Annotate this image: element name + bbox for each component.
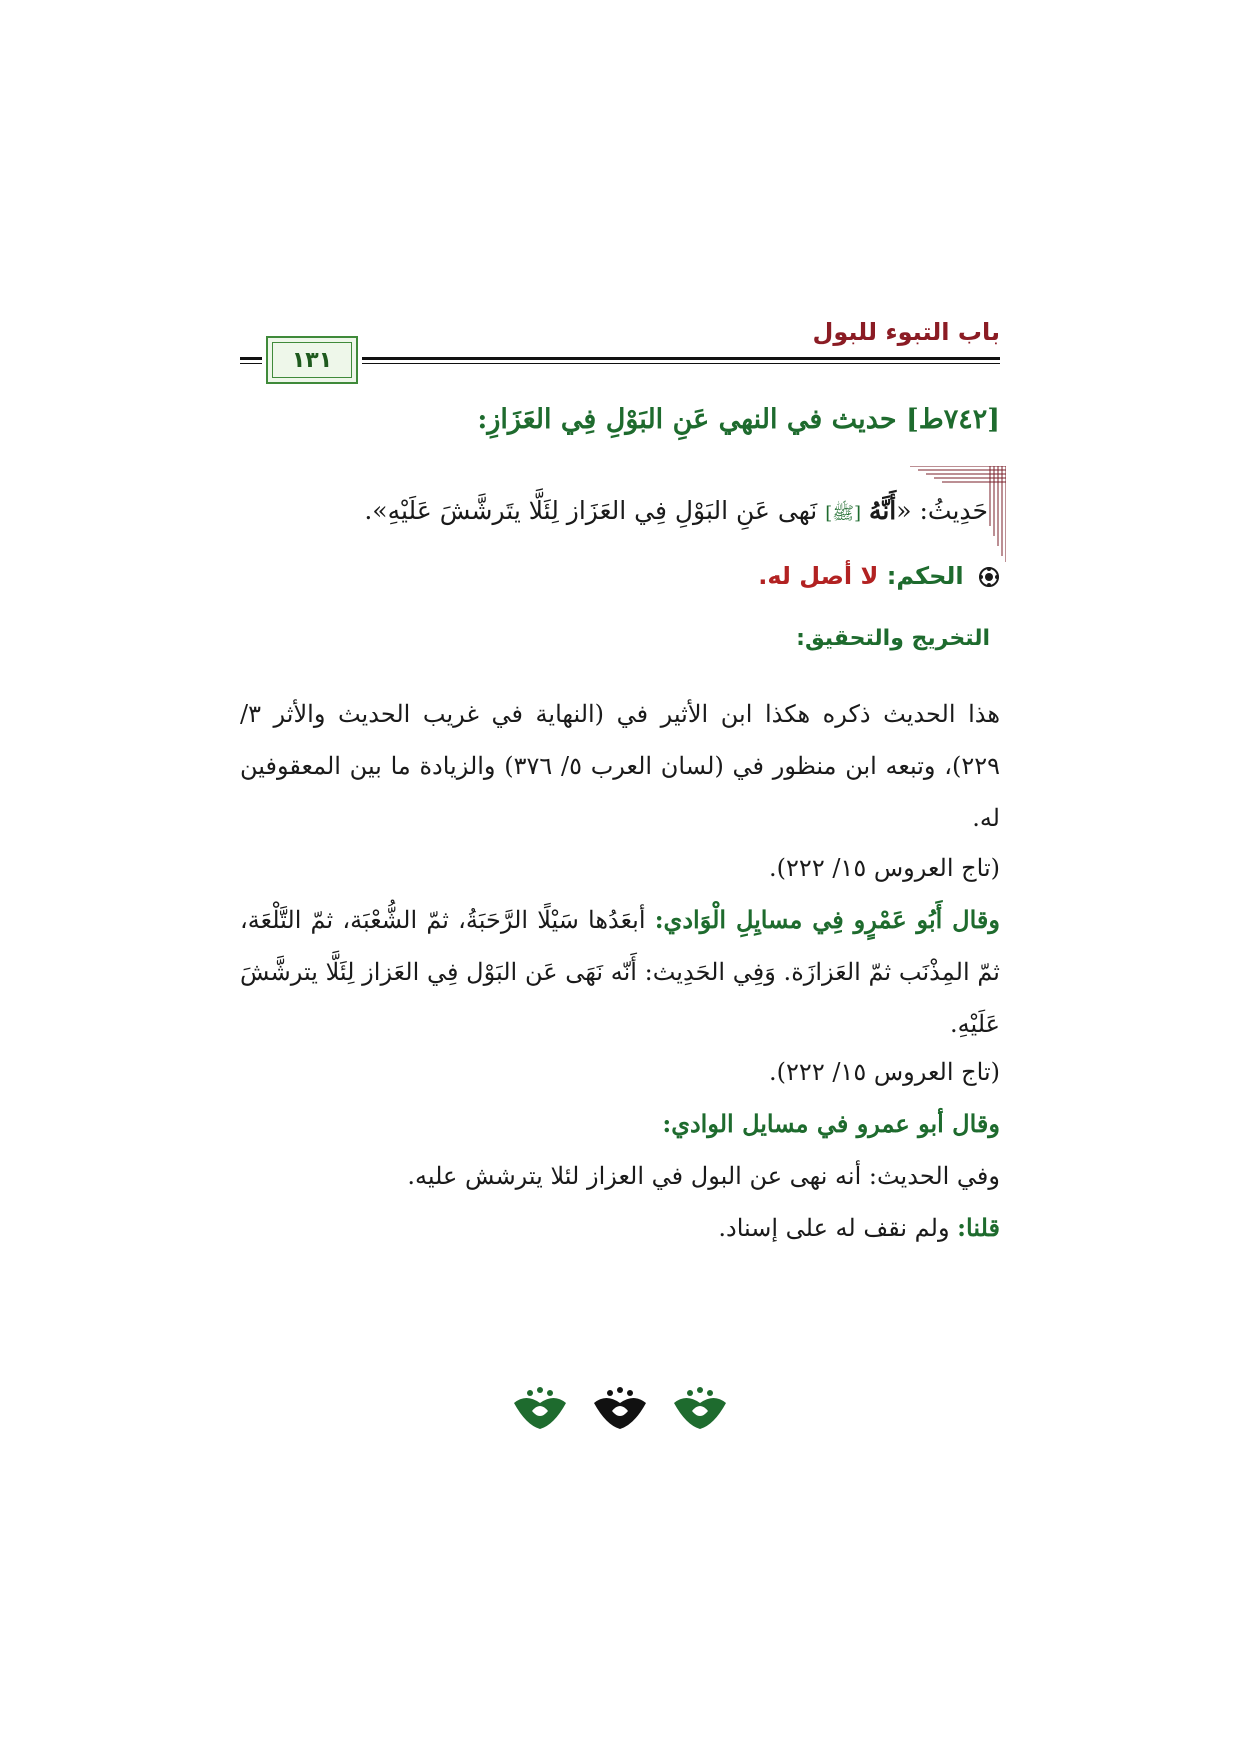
header-rule-thin [362, 363, 1000, 364]
paragraph-6: وفي الحديث: أنه نهى عن البول في العزاز لئلا يترشش عليه. [407, 1162, 1000, 1190]
paragraph-7-rest: ولم نقف له على إسناد. [718, 1214, 958, 1242]
header-rule-left [240, 357, 262, 360]
ruling-value: لا أصل له. [758, 562, 879, 590]
hadith-strong: أَنَّهُ [868, 496, 897, 525]
paragraph-7 [240, 1202, 1000, 1254]
paragraph-5: وقال أبو عمرو في مسايل الوادي: [662, 1109, 1000, 1138]
paragraph-7-lead: قلنا: [957, 1213, 1000, 1242]
ruling-line [500, 562, 1000, 590]
hadith-text [228, 496, 988, 528]
page-number-badge [266, 336, 358, 384]
takhrij-heading: التخريج والتحقيق: [796, 626, 990, 651]
hadith-title: [٧٤٢ط] حديث في النهي عَنِ البَوْلِ فِي العَزَازِ: [477, 404, 1000, 435]
page-number: ١٣١ [291, 347, 333, 373]
paragraph-3 [240, 894, 1000, 1050]
running-header: باب التبوء للبول [812, 318, 1000, 346]
paragraph-2: (تاج العروس ١٥/ ٢٢٢). [769, 854, 1000, 882]
header-rule [362, 357, 1000, 360]
hadith-prefix: حَدِيثُ: « [896, 496, 988, 525]
paragraph-3-rest: أبعَدُها سَيْلًا الرَّحَبَةُ، ثمّ الشُّعْبَة، ثمّ التَّلْعَة، ثمّ المِذْنَب ثمّ العَزازَة. وَفِي الحَدِيث: أَنّه نَهَى عَن البَوْل فِي العَزاز لِئَلَّا يترشَّشَ عَلَيْهِ. [240, 906, 1000, 1038]
flower-bullet-icon [978, 566, 1000, 588]
paragraph-1: هذا الحديث ذكره هكذا ابن الأثير في (النهاية في غريب الحديث والأثر ٣/ ٢٢٩)، وتبعه ابن منظور في (لسان العرب ٥/ ٣٧٦) والزيادة ما بين المعقوفين له. [240, 700, 1001, 832]
paragraph-3-lead: وقال أَبُو عَمْرٍو فِي مسايِلِ الْوَادي: [654, 905, 1000, 934]
section-end-ornament-icon [510, 1382, 730, 1432]
paragraph-4: (تاج العروس ١٥/ ٢٢٢). [769, 1058, 1000, 1086]
salutation-mark: [ﷺ] [825, 503, 861, 524]
ruling-label: الحكم: [886, 562, 964, 590]
hadith-rest: نَهى عَنِ البَوْلِ فِي العَزَاز لِئَلَّا يتَرشَّشَ عَلَيْهِ». [364, 496, 826, 525]
header-rule-left-thin [240, 363, 262, 364]
